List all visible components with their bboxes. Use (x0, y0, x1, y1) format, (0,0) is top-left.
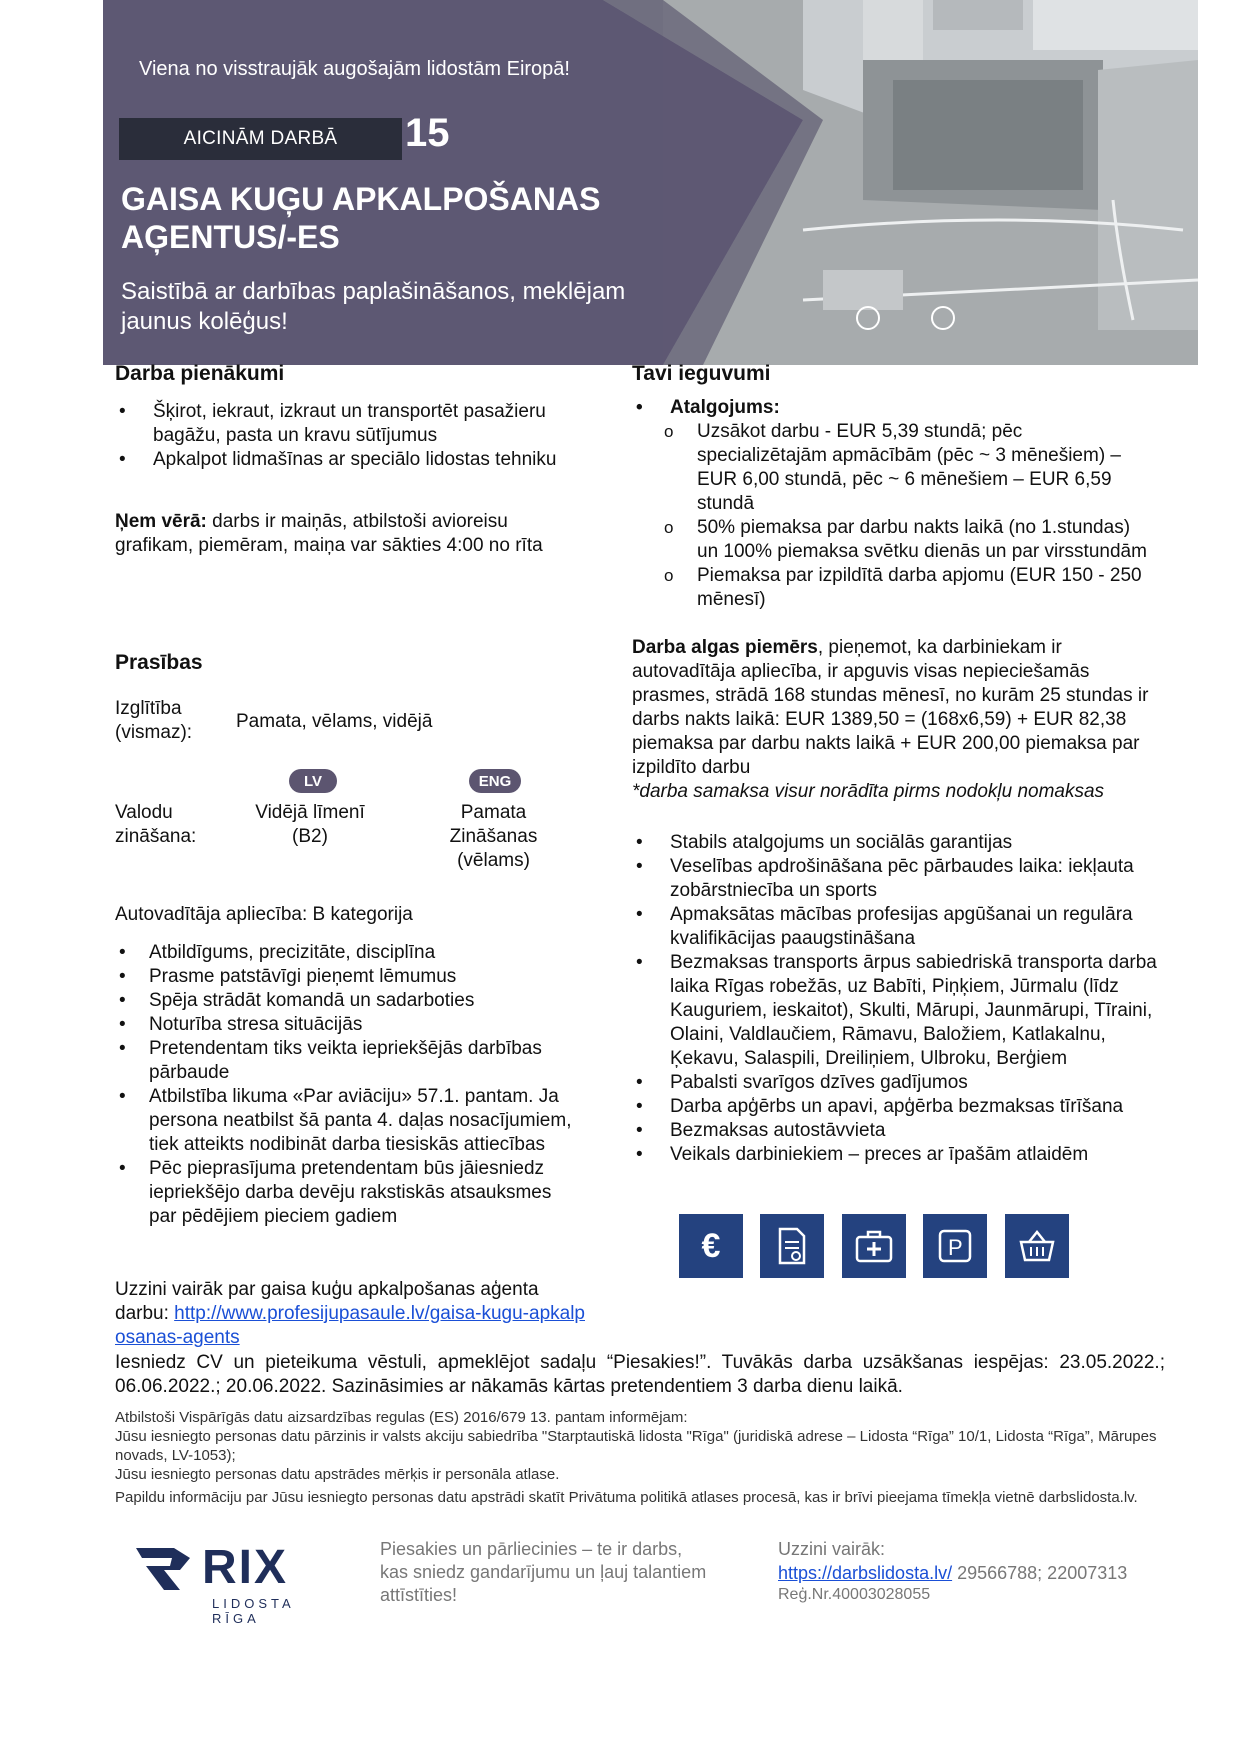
list-item: • Veselības apdrošināšana pēc pārbaudes laika: iekļauta zobārstniecība un sports (632, 855, 1162, 903)
list-item: • Apkalpot lidmašīnas ar speciālo lidostas tehniku (115, 448, 585, 472)
parking-icon (923, 1214, 987, 1278)
note-label: Ņem vērā: (115, 511, 207, 532)
svg-text:P: P (948, 1235, 963, 1260)
salary-example (632, 636, 1162, 780)
list-item: • Darba apģērbs un apavi, apģērba bezmaksas tīrīšana (632, 1095, 1162, 1119)
profession-link[interactable]: http://www.profesijupasaule.lv/gaisa-kugu-apkalposanas-agents (115, 1303, 585, 1348)
requirements-heading: Prasības (115, 651, 203, 674)
list-item: o 50% piemaksa par darbu nakts laikā (no 1.stundas) un 100% piemaksa svētku dienās un par virsstundām (632, 516, 1152, 564)
salary-label: • Atalgojums: (632, 396, 1152, 420)
more-label: Uzzini vairāk: (778, 1539, 886, 1559)
list-item: • Spēja strādāt komandā un sadarboties (115, 989, 580, 1013)
education-value: Pamata, vēlams, vidējā (236, 711, 433, 732)
gdpr-line: Papildu informāciju par Jūsu iesniegto personas datu apstrādi skatīt Privātuma politikā atlases procesā, kas ir brīvi pieejama tīmekļa vietnē darbslidosta.lv. (115, 1489, 1138, 1506)
languages-label: Valodu zināšana: (115, 802, 197, 847)
apply-text: Iesniedz CV un pieteikuma vēstuli, apmeklējot sadaļu “Piesakies!”. Tuvākās darba uzsākšanas iespējas: 23.05.2022.; 06.06.2022.; 20.06.2022. Sazināsimies ar nākamās kārtas pretendentiem 3 darba dienu laikā. (115, 1352, 1165, 1397)
more-info (115, 1278, 595, 1350)
education-label: Izglītība (vismaz): (115, 698, 193, 743)
salary-list (632, 396, 1152, 420)
gdpr-notice (115, 1408, 1170, 1507)
logo-text: RIX (202, 1541, 289, 1594)
lv-level: Vidējā līmenī (B2) (255, 802, 365, 847)
job-subtitle: Saistībā ar darbības paplašināšanos, meklējam jaunus kolēģus! (121, 278, 626, 335)
list-item: • Atbilstība likuma «Par aviāciju» 57.1. pantam. Ja persona neatbilst šā panta 4. daļas nosacījumiem, tiek atteikts nodibināt darba tiesiskās attiecības (115, 1085, 580, 1157)
rix-logo (134, 1541, 349, 1626)
gdpr-line: Atbilstoši Vispārīgās datu aizsardzības regulas (ES) 2016/679 13. pantam informējam: (115, 1409, 688, 1426)
gdpr-line: Jūsu iesniegto personas datu apstrādes mērķis ir personāla atlase. (115, 1466, 560, 1483)
euro-icon: € (679, 1214, 743, 1278)
list-item: • Pēc pieprasījuma pretendentam būs jāiesniedz iepriekšējo darba devēju rakstiskās atsauksmes par pēdējiem pieciem gadiem (115, 1157, 580, 1229)
list-item: • Stabils atalgojums un sociālās garantijas (632, 831, 1162, 855)
vacancy-count: 15 (405, 111, 450, 155)
careers-link[interactable]: https://darbslidosta.lv/ (778, 1563, 953, 1583)
footer-contacts (778, 1538, 1178, 1605)
basket-icon (1005, 1214, 1069, 1278)
job-title: GAISA KUĢU APKALPOŠANAS AĢENTUS/-ES (121, 181, 601, 255)
invite-label: AICINĀM DARBĀ (119, 118, 402, 160)
duties-list (115, 400, 585, 472)
eng-level: Pamata Zināšanas (vēlams) (449, 802, 538, 871)
registration-number: Reģ.Nr.40003028055 (778, 1586, 931, 1603)
phone-numbers: 29566788; 22007313 (952, 1563, 1128, 1583)
hero-banner (103, 0, 1198, 365)
more-info-text: Uzzini vairāk par gaisa kuģu apkalpošanas aģenta darbu: (115, 1279, 539, 1324)
document-icon (760, 1214, 824, 1278)
list-item: • Bezmaksas transports ārpus sabiedriskā transporta darba laika Rīgas robežās, uz Babīti, Piņķiem, Jūrmalu (līdz Kauguriem, ieskaitot), Skulti, Mārupi, Jaunmārupi, Tīraini, Olaini, Valdlaučiem, Rāmavu, Baložiem, Katlakalnu, Ķekavu, Salaspili, Dreiliņiem, Ulbroku, Berģiem (632, 951, 1162, 1071)
list-item: o Uzsākot darbu - EUR 5,39 stundā; pēc specializētajām apmācībām (pēc ~ 3 mēnešiem) – EUR 6,00 stundā, pēc ~ 6 mēnešiem – EUR 6,59 stundā (632, 420, 1152, 516)
example-label: Darba algas piemērs (632, 637, 818, 658)
tax-note: *darba samaksa visur norādīta pirms nodokļu nomaksas (632, 781, 1105, 802)
list-item: • Pabalsti svarīgos dzīves gadījumos (632, 1071, 1162, 1095)
gdpr-line: Jūsu iesniegto personas datu pārzinis ir valsts akciju sabiedrība "Starptautiskā lidosta "Rīga" (juridiskā adrese – Lidosta “Rīga” 10/1, Lidosta “Rīga”, Mārupes novads, LV-1053); (115, 1428, 1157, 1464)
list-item: • Pretendentam tiks veikta iepriekšējās darbības pārbaude (115, 1037, 580, 1085)
footer-slogan: Piesakies un pārliecinies – te ir darbs, kas sniedz gandarījumu un ļauj talantiem attīstīties! (380, 1539, 707, 1605)
benefits-heading: Tavi ieguvumi (632, 362, 771, 385)
list-item: • Šķirot, iekraut, izkraut un transportēt pasažieru bagāžu, pasta un kravu sūtījumus (115, 400, 585, 448)
list-item: • Apmaksātas mācības profesijas apgūšanai un regulāra kvalifikācijas paaugstināšana (632, 903, 1162, 951)
license-requirement: Autovadītāja apliecība: B kategorija (115, 904, 413, 925)
requirements-list (115, 941, 580, 1229)
eng-badge: ENG (469, 769, 521, 793)
list-item: • Bezmaksas autostāvvieta (632, 1119, 1162, 1143)
lv-badge: LV (289, 769, 337, 793)
logo-subtext: LIDOSTA RĪGA (212, 1596, 294, 1626)
medical-icon (842, 1214, 906, 1278)
duties-heading: Darba pienākumi (115, 362, 285, 385)
list-item: • Atbildīgums, precizitāte, disciplīna (115, 941, 580, 965)
contact-line (778, 1561, 1178, 1585)
list-item: o Piemaksa par izpildītā darba apjomu (EUR 150 - 250 mēnesī) (632, 564, 1152, 612)
shift-note (115, 510, 565, 558)
note-text: darbs ir maiņās, atbilstoši avioreisu grafikam, piemēram, maiņa var sākties 4:00 no rīta (115, 511, 543, 556)
salary-items (632, 420, 1152, 612)
benefits-list (632, 831, 1162, 1167)
list-item: • Noturība stresa situācijās (115, 1013, 580, 1037)
list-item: • Prasme patstāvīgi pieņemt lēmumus (115, 965, 580, 989)
tagline: Viena no visstraujāk augošajām lidostām Eiropā! (139, 58, 570, 80)
list-item: • Veikals darbiniekiem – preces ar īpašām atlaidēm (632, 1143, 1162, 1167)
example-text: , pieņemot, ka darbiniekam ir autovadītāja apliecība, ir apguvis visas nepieciešamās prasmes, strādā 168 stundas mēnesī, no kurām 25 stundas ir darbs nakts laikā: EUR 1389,50 = (168x6,59) + EUR 82,38 piemaksa par darbu nakts laikā + EUR 200,00 piemaksa par izpildīto darbu (632, 637, 1149, 778)
